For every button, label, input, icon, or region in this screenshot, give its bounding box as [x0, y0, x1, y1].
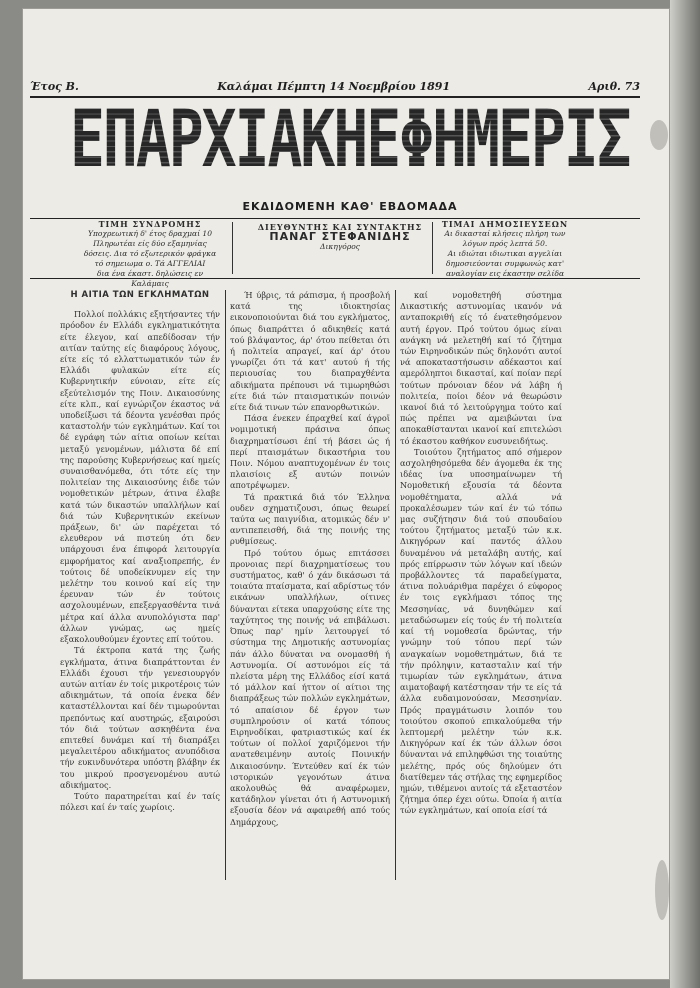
article-paragraph: Τούτο παρατηρείται καί έν ταίς πόλεσι καί έν ταίς χωρίοις.: [60, 790, 220, 813]
masthead-word-2: ΕΦΗΜΕΡΙΣ: [366, 93, 630, 185]
article-paragraph: Τά έκτροπα κατά της ζωής εγκλήματα, άτινα διαπράττονται έν Ελλάδι έχουσι τήν γενεσιουργόν αυτών αιτίαν έν τοίς μικροτέροις τών αδικημάτων, τά οποία ένεκα δέν καταστέλλονται καί δέν τιμωρούνται πρεπόντως καί αυστηρώς, εξαιρούσι τόν διά τούτων ασκηθέντα ένα επιτεθεί δυνάμει καί τή διαπράξει μεγαλειτέρου αδικήματος ανυπόδισα τήν ευκινδυνότερα υπόστη βλάβην έκ του μικρού προσγενομένου αυτώ αδικήματος.: [60, 645, 220, 790]
subscription-line: δόσεις. Δια τό εξωτερικόν φράγκα: [83, 249, 217, 258]
subscription-line: τό σημειωμα ο. Τά ΑΓΓΕΛΙΑΙ: [94, 259, 206, 268]
advertising-line: αναλογίαν εις έκαστην σελίδα: [445, 269, 565, 278]
advertising-line: Αι ιδιώται ιδιωτικαι αγγελίαι: [447, 249, 563, 258]
masthead-word-1: ΕΠΑΡΧΙΑΚΗ: [70, 93, 367, 185]
article-title: Η ΑΙΤΙΑ ΤΩΝ ΕΓΚΛΗΜΑΤΩΝ: [70, 290, 210, 300]
masthead: [70, 86, 630, 191]
article-column-3: [400, 290, 562, 880]
subscription-line: Πληρωτέαι είς δύο εξαμηνίας: [93, 239, 207, 248]
article-column-2: [230, 290, 390, 880]
article-paragraph: Τά πρακτικά διά τόν Έλληνα ουδεν σχηματιζουσι, όπως θεωρεί ταύτα ως παιγνίδια, ατομικώς δέν ν' αντιπεπεισθή, διά της ποινής της ρυθμίσεως.: [230, 491, 390, 547]
info-bottom-rule: [30, 278, 640, 279]
article-paragraph: Πολλοί πολλάκις εξητήσαντες τήν πρόοδον έν Ελλάδι εγκληματικότητα είτε έλεγον, καί απεδίδοσαν τήν αιτίαν ταύτης είς διαφόρους λόγους, είτε είς τό ελλαττωματικόν τών έν Ελλάδι φυλακών είτε είς Κυβερνητικήν εύνοιαν, είτε είς εξεύτελισμόν της Ποιν. Δικαιοσύνης είτε κλπ., καί εγνώριζον έκαστος νά υποδείξωσι τά δέοντα γενέσθαι πρός καταστολήν τών εγκλημάτων. Καί τοι δέ εγράφη τών αίτια οποίων κείται μεταξύ γενομένων, μάλιστα δέ επί της παρούσης Κυβερνήσεως καί ημείς συναισθανόμεθα, ότι τότε είς την πολιτείαν της Δικαιοσύνης έιδε τών νομοθετικών μέτρων, άτινα έλαβε κατά τών δικαστών υπαλλήλων καί διά τών Κυβερνητικών εκείνων πράξεων, δι' ών παρέχεται τό ελευθερον νά πιστεύη ότι δεν υπάρχουσι ένα έπιφορά λειτουργία εμφορήματος καί αναξιοπρεπής, έν τούτοις δέ υποδείκνυμεν είς την μελέτην του κοινού καί είς την έρευναν τών έν τούτοις ασχολουμένων, επεξεργασθέντα τινά μέτρα καί άλλα ανυπολόγιστα παρ' άλλων γνώμας, ως ημείς εξακολουθούμεν έχοντες επί τούτου.: [60, 309, 220, 645]
advertising-line: Αι δικασταί κλήσεις πλήρη των: [444, 229, 566, 238]
subscription-line: δια ένα έκαστ. δηλώσεις εν Καλάμαις: [96, 269, 204, 288]
advertising-heading: ΤΙΜΑΙ ΔΗΜΟΣΙΕΥΣΕΩΝ: [441, 219, 569, 229]
article-paragraph: Πρό τούτου όμως επιτάσσει προνοιας περί διαχρηματίσεως του συστήματος, καθ' ό χάν δικάσωσι τά τοιαύτα πταίσματα, καί αδρίστως τόν εικάνων υπαλλήλων, οίτινες δύνανται είτεκα υπαρχούσης είτε της ταχύτητος της ποινής νά επιβάλωσι. Όπως παρ' ημίν λειτουργεί τό σύστημα της Δημοτικής αστυνομίας πάν άλλο δύναται να ονομασθή ή Αστυνομία. Οί αστυνόμοι είς τά πλείστα μέρη της Ελλάδος είσί κατά τό μάλλον καί ήττον οί αίτιοι της διαπράξεως τών πολλών εγκλημάτων, τό απαίσιον δέ έργον των συμπληρούσιν οί κατά τόπους Ειρηνοδίκαι, φατριαστικώς καί έκ τούτων οί πολλοί χαριζόμενοι τήν ανατεθειμένην αυτοίς Ποινικήν Δικαιοσύνην. Έντεύθεν καί έκ τών ιστορικών γεγονότων άτινα ακολουθώς θά αναφέρωμεν, κατάδηλον γίνεται ότι ή Αστυνομική εξουσία δέον νά αφαιρεθή από τούς Δημάρχους,: [230, 547, 390, 827]
editor-title: Δικηγόρος: [320, 242, 360, 251]
article-paragraph: Πάσα ένεκεν έπραχθεί καί άγροϊ νομιμοτική πράσινα όπως διαχρηματίσωσι έπί τή βάσει ώς ή περί πταισμάτων δικαστήρια του Ποιν. Νόμου αναπτυχομένων έν τοις πλαισίοις εξ αυτών ποινών αποτρέψωμεν.: [230, 413, 390, 491]
issue-year: Έτος Β.: [30, 80, 79, 93]
date-line: Καλάμαι Πέμπτη 14 Νοεμβρίου 1891: [217, 80, 451, 93]
ink-smudge: [655, 860, 669, 920]
article-paragraph: καί νομοθετηθή σύστημα Δικαστικής αστυνομίας ικανόν νά ανταποκριθή είς τό ένατεθησόμενον αυτή έργον. Πρό τούτου όμως είναι ανάγκη νά μελετηθή καί τό ζήτημα τών Ειρηνοδικών πώς δηλονότι αυτοί νά αποκαταστήσωσιν αδέκαστοι καί αμερόληπτοι δικασταί, καί ποίαν περί τούτων πρόνοιαν δέον νά λάβη ή πολιτεία, ποίοι δέον νά θεωρώσιν ικανοί διά τό λειτούργημα τούτο καί πώς πρέπει να αμειβώνται ίνα αποκαθίστανται ικανοί καί επιτελώσι τό έκαστου καθήκον ευσυνειδήτως.: [400, 290, 562, 446]
page-edge-shadow: [670, 0, 700, 988]
subscription-heading: ΤΙΜΗ ΣΥΝΔΡΟΜΗΣ: [98, 219, 202, 229]
advertising-box: [440, 219, 570, 279]
subscription-line: Υποχρεωτική δ' έτος δραχμαί 10: [88, 229, 212, 238]
masthead-subtitle: ΕΚΔΙΔΟΜΕΝΗ ΚΑΘ' ΕΒΔΟΜΑΔΑ: [242, 200, 458, 213]
article-paragraph: Ή ύβρις, τά ράπισμα, ή προσβολή κατά της ιδιοκτησίας εικονοποιούνται διά του εγκλήματος, όπως διαπράττει ό αδικηθείς κατά τού βλάψαντος, άρ' ότου πείθεται ότι ή πολιτεία απραγεί, καί άρ' ότου γνωρίζει ότι τά κατ' αυτού ή τής περιουσίας του διαπραχθέντα αδικήματα πρέπουσι νά τιμωρηθώσι είτε διά τών πταισματικών ποινών είτε διά τινων τών επανορθωτικών.: [230, 290, 390, 413]
article-paragraph: Τοιούτου ζητήματος από σήμερον ασχοληθησόμεθα δέν άγομεθα έκ της ιδέας ίνα υποσημαίνωμεν τή Νομοθετική εξουσία τά δέοντα νομοθέτηματα, αλλά νά προκαλέσωμεν τών καί έν τώ τόπω μας συζήτησιν διά τού σπουδαίου τούτου ζητήματος μεταξύ τών κ.κ. Δικηγόρων καί παντός άλλου δυναμένου νά μεταλάβη αυτής, καί πρός επίρρωσιν τών λόγων καί ιδεών προβάλλοντες τά παραδείγματα, άτινα πολυάριθμα παρέχει ό εύφορος έν τοις εγκλήμασι τόπος της Μεσσηνίας, νά δυνηθώμεν καί μεταδώσωμεν είς τούς έν τή πολιτεία καί τή νομοθεσία δρώντας, τήν γνώμην τού τόπου περί τών αναγκαίων νομοθετημάτων, διά τε τήν πρόληψιν, κατασταλιν καί τήν τιμωρίαν τών εγκλημάτων, άτινα αιματοβαφή κατέστησαν τήν τε είς τά άλλα ευδαιμονούσαν, Μεσσηνίαν. Πρός πραγμάτωσιν λοιπόν του τοιούτου σκοπού επικαλούμεθα τήν λεπτομερή μελέτην τών κ.κ. Δικηγόρων καί έκ τών άλλων όσοι δύνανται νά επιληφθώσι της τοιαύτης μελέτης, πρός ούς δηλούμεν ότι διατίθεμεν τάς στήλας της εφημερίδος ημών, τιθέμενοι αυτοίς τά εξεταστέον ζήτημα όπερ έχει ούτω. Όποία ή αιτία τών εγκλημάτων, καί οποία είσί τά: [400, 446, 562, 816]
ink-smudge: [650, 120, 668, 150]
article-column-1: [60, 290, 220, 880]
advertising-line: δημοσιεύονται συμφωνώς κατ': [445, 259, 565, 268]
issue-number: Αριθ. 73: [588, 80, 640, 93]
info-divider-right: [432, 222, 433, 274]
column-divider-1: [225, 290, 226, 880]
column-divider-2: [395, 290, 396, 880]
editor-name: ΠΑΝΑΓ ΣΤΕΦΑΝΙΔΗΣ: [269, 230, 411, 243]
editor-box: [255, 222, 425, 252]
info-divider-left: [232, 222, 233, 274]
advertising-line: λόγων πρός λεπτά 50.: [462, 239, 548, 248]
editor-role: ΔΙΕΥΘΥΝΤΗΣ ΚΑΙ ΣΥΝΤΑΚΤΗΣ: [257, 222, 423, 232]
